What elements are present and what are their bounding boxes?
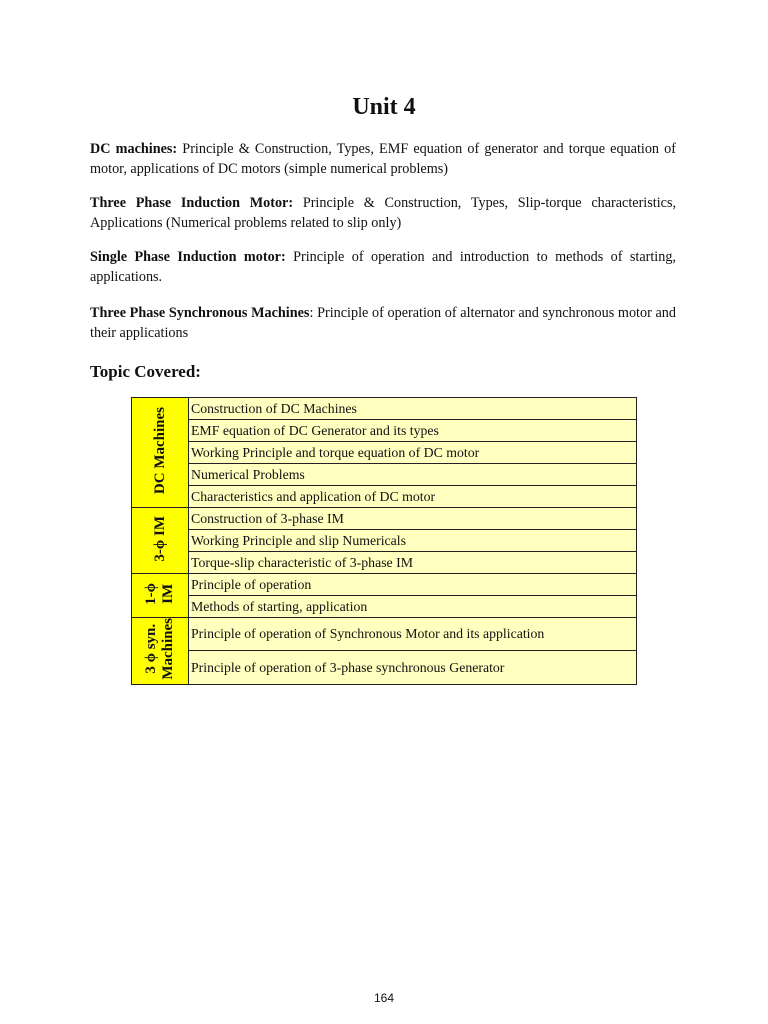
table-row xyxy=(132,530,637,552)
group-dc-machines xyxy=(132,398,189,508)
topic-cell: Principle of operation xyxy=(189,574,637,596)
topic-cell: Principle of operation of 3-phase synchronous Generator xyxy=(189,651,637,684)
table-row xyxy=(132,420,637,442)
group-label xyxy=(143,618,177,680)
table-row xyxy=(132,618,637,651)
topic-cell: Construction of DC Machines xyxy=(189,398,637,420)
page-number: 164 xyxy=(373,991,395,1005)
syllabus-synchronous-machines xyxy=(90,303,676,343)
syllabus-dc-machines xyxy=(90,139,676,179)
group-label-line: 1-ϕ xyxy=(143,582,159,605)
syllabus-lead: Three Phase Synchronous Machines xyxy=(90,305,310,321)
group-label-line: IM xyxy=(160,583,176,604)
syllabus-text: : Principle of operation of alternator and synchronous motor and their applications xyxy=(90,305,676,341)
group-label-line: 3 ϕ syn. xyxy=(143,623,159,674)
table-row xyxy=(132,486,637,508)
topic-cell: EMF equation of DC Generator and its types xyxy=(189,420,637,442)
table-row xyxy=(132,398,637,420)
syllabus-text: Principle of operation and introduction to methods of starting, applications. xyxy=(90,249,676,285)
topics-table xyxy=(131,397,637,685)
group-label-line: Machines xyxy=(160,618,176,680)
syllabus-lead: Single Phase Induction motor: xyxy=(90,249,286,265)
table-row xyxy=(132,442,637,464)
syllabus-text: Principle & Construction, Types, Slip-torque characteristics, Applications (Numerical problems related to slip only) xyxy=(90,195,677,231)
table-row xyxy=(132,596,637,618)
unit-title: Unit 4 xyxy=(352,94,416,120)
table-row xyxy=(132,574,637,596)
table-row xyxy=(132,651,637,684)
group-label xyxy=(143,583,177,605)
group-3phase-im xyxy=(132,508,189,574)
syllabus-text: Principle & Construction, Types, EMF equation of generator and torque equation of motor, applications of DC motors (simple numerical problems) xyxy=(90,141,676,177)
topic-cell: Working Principle and slip Numericals xyxy=(189,530,637,552)
topic-cell: Methods of starting, application xyxy=(189,596,637,618)
group-1phase-im xyxy=(132,574,189,618)
table-row xyxy=(132,464,637,486)
topic-cell: Characteristics and application of DC motor xyxy=(189,486,637,508)
table-row xyxy=(132,552,637,574)
topic-cell: Working Principle and torque equation of DC motor xyxy=(189,442,637,464)
syllabus-single-phase-im xyxy=(90,247,676,287)
topic-cell: Construction of 3-phase IM xyxy=(189,508,637,530)
syllabus-lead: DC machines: xyxy=(90,141,178,157)
table-row xyxy=(132,508,637,530)
syllabus-lead: Three Phase Induction Motor: xyxy=(90,195,294,211)
topics-heading: Topic Covered: xyxy=(90,362,201,381)
topic-cell: Torque-slip characteristic of 3-phase IM xyxy=(189,552,637,574)
syllabus-three-phase-im xyxy=(90,193,676,233)
group-label: 3-ϕ IM xyxy=(151,515,168,562)
topic-cell: Numerical Problems xyxy=(189,464,637,486)
group-label: DC Machines xyxy=(151,406,168,495)
topic-cell: Principle of operation of Synchronous Motor and its application xyxy=(189,618,637,651)
group-syn-machines xyxy=(132,618,189,685)
